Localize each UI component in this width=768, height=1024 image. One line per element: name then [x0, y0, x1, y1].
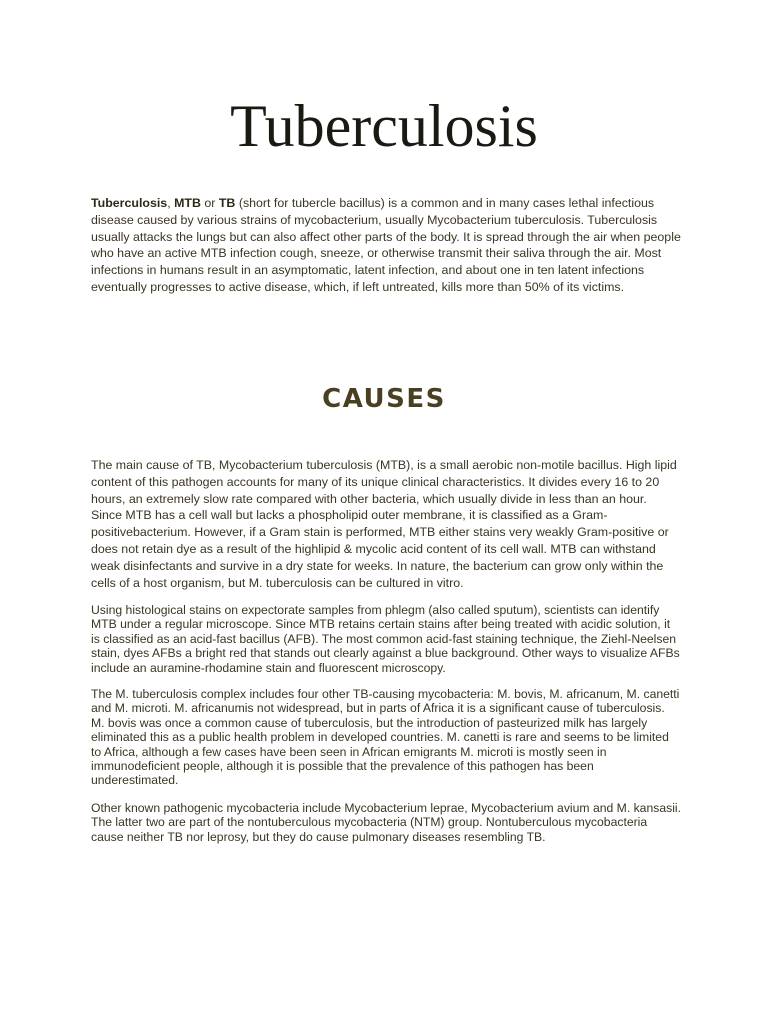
causes-paragraph: The M. tuberculosis complex includes four other TB-causing mycobacteria: M. bovis, M. africanum, M. canetti and M. microti. M. africanumis not widespread, but in parts of Africa it is a significant cause of tuberculosis. M. bovis was once a common cause of tuberculosis, but the introduction of pasteurized milk has largely eliminated this as a public health problem in developed countries. M. canetti is rare and seems to be limited to Africa, although a few cases have been seen in African emigrants M. microti is mostly seen in immunodeficient people, although it is possible that the prevalence of this pathogen has been underestimated.	[91, 687, 680, 788]
page-title: Tuberculosis	[230, 93, 538, 159]
term-mtb: MTB	[174, 196, 201, 210]
intro-text: (short for tubercle bacillus) is a common and in many cases lethal infectious disease caused by various strains of mycobacterium, usually Mycobacterium tuberculosis. Tuberculosis usually attacks the lungs but can also affect other parts of the body. It is spread through the air when people who have an active MTB infection cough, sneeze, or otherwise transmit their saliva through the air. Most infections in humans result in an asymptomatic, latent infection, and about one in ten latent infections eventually progresses to active disease, which, if left untreated, kills more than 50% of its victims.	[91, 196, 681, 294]
intro-paragraph	[91, 195, 681, 296]
causes-paragraph: Other known pathogenic mycobacteria include Mycobacterium leprae, Mycobacterium avium and M. kansasii. The latter two are part of the nontuberculous mycobacteria (NTM) group. Nontuberculous mycobacteria cause neither TB nor leprosy, but they do cause pulmonary diseases resembling TB.	[91, 801, 682, 844]
causes-paragraph: The main cause of TB, Mycobacterium tuberculosis (MTB), is a small aerobic non-motile bacillus. High lipid content of this pathogen accounts for many of its unique clinical characteristics. It divides every 16 to 20 hours, an extremely slow rate compared with other bacteria, which usually divide in less than an hour. Since MTB has a cell wall but lacks a phospholipid outer membrane, it is classified as a Gram-positivebacterium. However, if a Gram stain is performed, MTB either stains very weakly Gram-positive or does not retain dye as a result of the highlipid & mycolic acid content of its cell wall. MTB can withstand weak disinfectants and survive in a dry state for weeks. In nature, the bacterium can grow only within the cells of a host organism, but M. tuberculosis can be cultured in vitro.	[91, 458, 677, 590]
intro-separator: ,	[167, 196, 175, 210]
causes-paragraph: Using histological stains on expectorate samples from phlegm (also called sputum), scientists can identify MTB under a regular microscope. Since MTB retains certain stains after being treated with acidic solution, it is classified as an acid-fast bacillus (AFB). The most common acid-fast staining technique, the Ziehl-Neelsen stain, dyes AFBs a bright red that stands out clearly against a blue background. Other ways to visualize AFBs include an auramine-rhodamine stain and fluorescent microscopy.	[91, 603, 680, 675]
intro-separator: or	[200, 196, 219, 210]
causes-heading: CAUSES	[322, 384, 446, 414]
term-tb: TB	[218, 196, 236, 210]
term-tuberculosis: Tuberculosis	[91, 196, 168, 210]
